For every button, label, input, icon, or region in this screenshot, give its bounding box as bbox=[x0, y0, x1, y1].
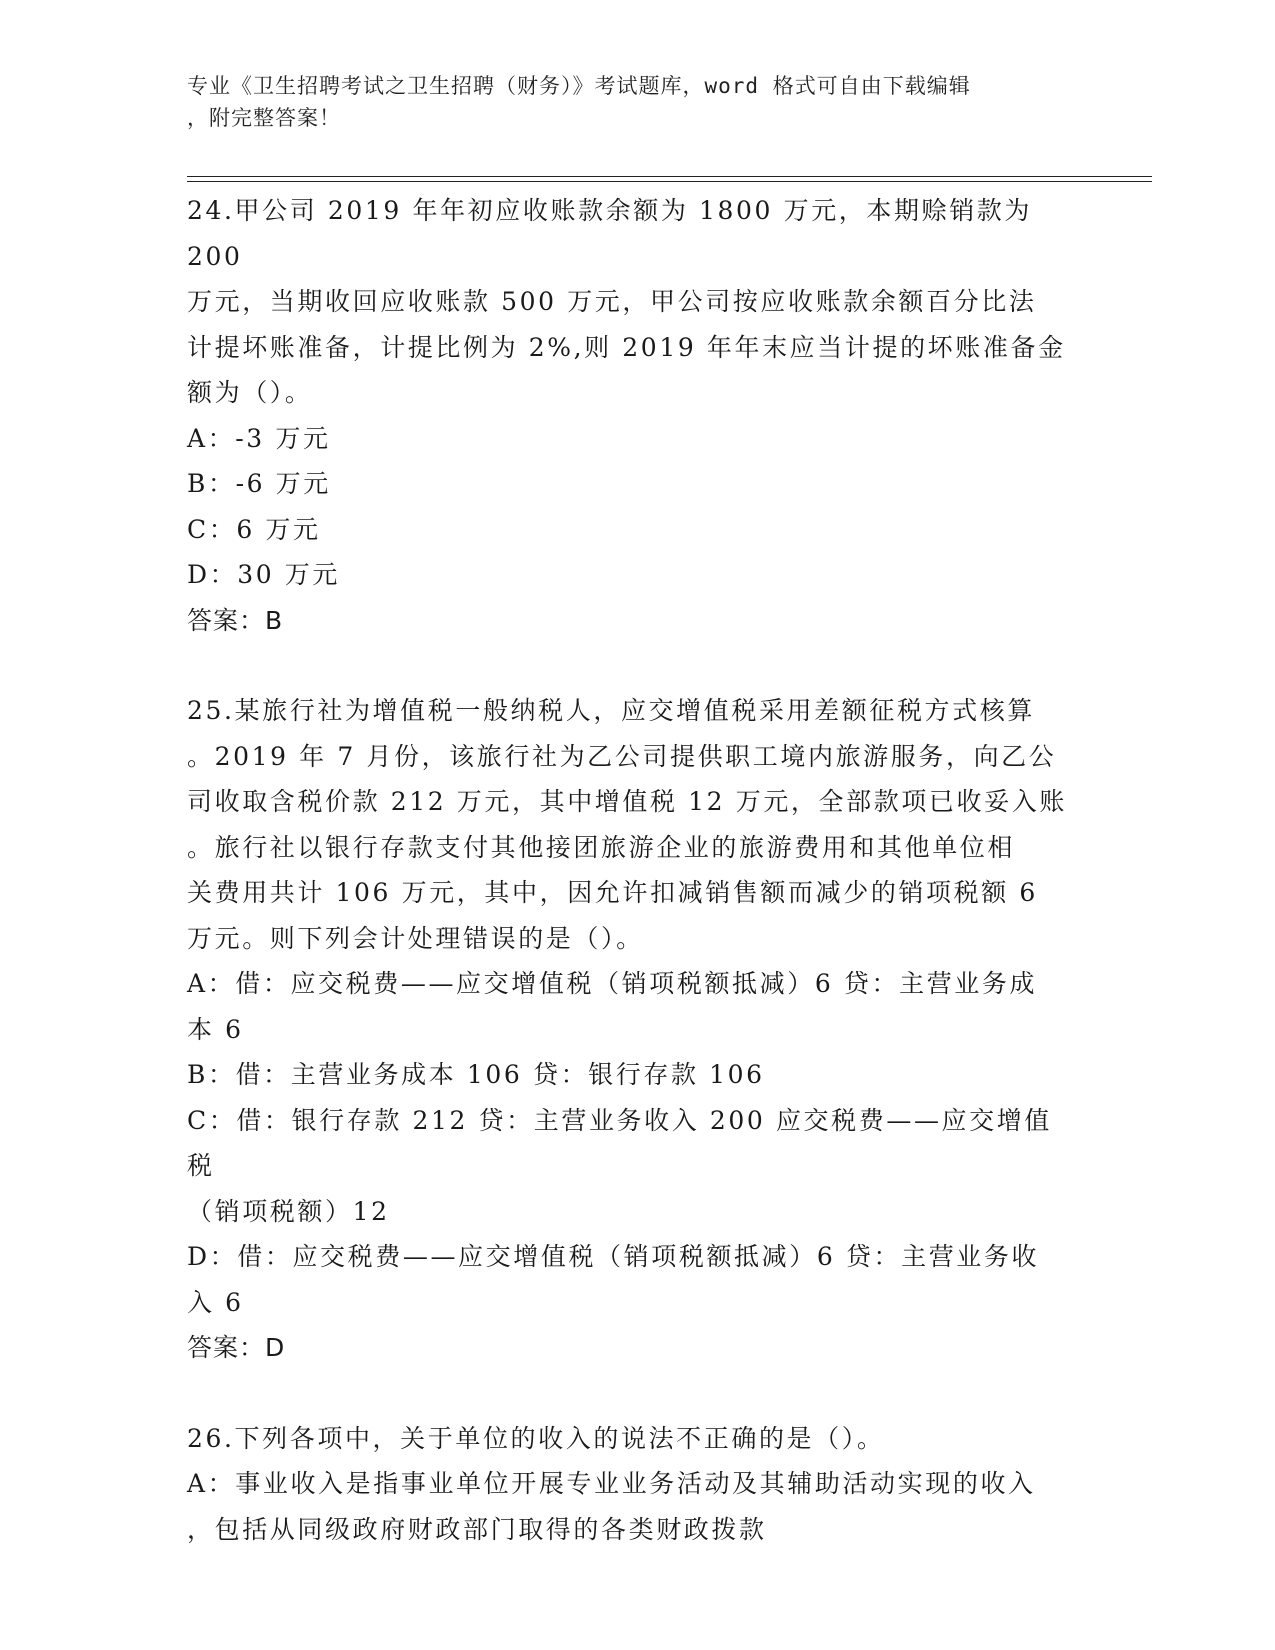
stem-line: 24.甲公司 2019 年年初应收账款余额为 1800 万元，本期赊销款为 200 bbox=[187, 196, 1032, 271]
option-a bbox=[187, 416, 1067, 462]
option-a bbox=[187, 961, 1067, 1052]
spacer bbox=[187, 643, 1067, 688]
question-stem bbox=[187, 188, 1067, 416]
question-list bbox=[187, 188, 1067, 1552]
header-line-1: 专业《卫生招聘考试之卫生招聘（财务）》考试题库，word 格式可自由下载编辑 bbox=[187, 74, 971, 98]
option-a bbox=[187, 1461, 1067, 1552]
option-line: B：借：主营业务成本 106 贷：银行存款 106 bbox=[187, 1060, 765, 1089]
stem-line: 计提坏账准备，计提比例为 2%,则 2019 年年末应当计提的坏账准备金 bbox=[187, 332, 1066, 362]
option-line: C：6 万元 bbox=[187, 514, 321, 544]
option-line: 入 6 bbox=[187, 1287, 244, 1317]
option-line: 本 6 bbox=[187, 1014, 244, 1044]
option-b bbox=[187, 461, 1067, 507]
option-c bbox=[187, 1098, 1067, 1235]
option-line: D：借：应交税费——应交增值税（销项税额抵减）6 贷：主营业务收 bbox=[187, 1242, 1040, 1271]
stem-line: 关费用共计 106 万元，其中，因允许扣减销售额而减少的销项税额 6 bbox=[187, 878, 1038, 907]
stem-line: 万元，当期收回应收账款 500 万元，甲公司按应收账款余额百分比法 bbox=[187, 287, 1037, 316]
stem-line: 。旅行社以银行存款支付其他接团旅游企业的旅游费用和其他单位相 bbox=[187, 832, 1016, 862]
option-d bbox=[187, 1234, 1067, 1325]
option-line: C：借：银行存款 212 贷：主营业务收入 200 应交税费——应交增值税 bbox=[187, 1105, 1052, 1180]
option-line: （销项税额）12 bbox=[187, 1196, 390, 1226]
stem-line: 25.某旅行社为增值税一般纳税人，应交增值税采用差额征税方式核算 bbox=[187, 696, 1035, 725]
option-c bbox=[187, 507, 1067, 553]
answer: 答案：B bbox=[187, 605, 284, 635]
option-line: A：-3 万元 bbox=[187, 423, 331, 453]
header-line-2: ，附完整答案！ bbox=[187, 106, 341, 130]
stem-line: 26.下列各项中，关于单位的收入的说法不正确的是（）。 bbox=[187, 1423, 885, 1453]
option-line: B：-6 万元 bbox=[187, 469, 331, 498]
document-header bbox=[187, 70, 1067, 134]
stem-line: 额为（）。 bbox=[187, 378, 313, 407]
question-26 bbox=[187, 1416, 1067, 1553]
question-24 bbox=[187, 188, 1067, 643]
option-d bbox=[187, 552, 1067, 598]
stem-line: 司收取含税价款 212 万元，其中增值税 12 万元，全部款项已收妥入账 bbox=[187, 787, 1067, 816]
option-line: A：事业收入是指事业单位开展专业业务活动及其辅助活动实现的收入 bbox=[187, 1469, 1036, 1498]
header-rule-top bbox=[187, 176, 1152, 177]
question-25 bbox=[187, 688, 1067, 1371]
question-stem bbox=[187, 1416, 1067, 1462]
spacer bbox=[187, 1371, 1067, 1416]
answer: 答案：D bbox=[187, 1333, 286, 1362]
question-stem bbox=[187, 688, 1067, 961]
option-line: ，包括从同级政府财政部门取得的各类财政拨款 bbox=[187, 1514, 767, 1544]
stem-line: 万元。则下列会计处理错误的是（）。 bbox=[187, 923, 644, 953]
option-line: A：借：应交税费——应交增值税（销项税额抵减）6 贷：主营业务成 bbox=[187, 969, 1038, 998]
header-rule-bottom bbox=[187, 181, 1152, 182]
stem-line: 。2019 年 7 月份，该旅行社为乙公司提供职工境内旅游服务，向乙公 bbox=[187, 741, 1057, 771]
option-b bbox=[187, 1052, 1067, 1098]
option-line: D：30 万元 bbox=[187, 560, 341, 589]
